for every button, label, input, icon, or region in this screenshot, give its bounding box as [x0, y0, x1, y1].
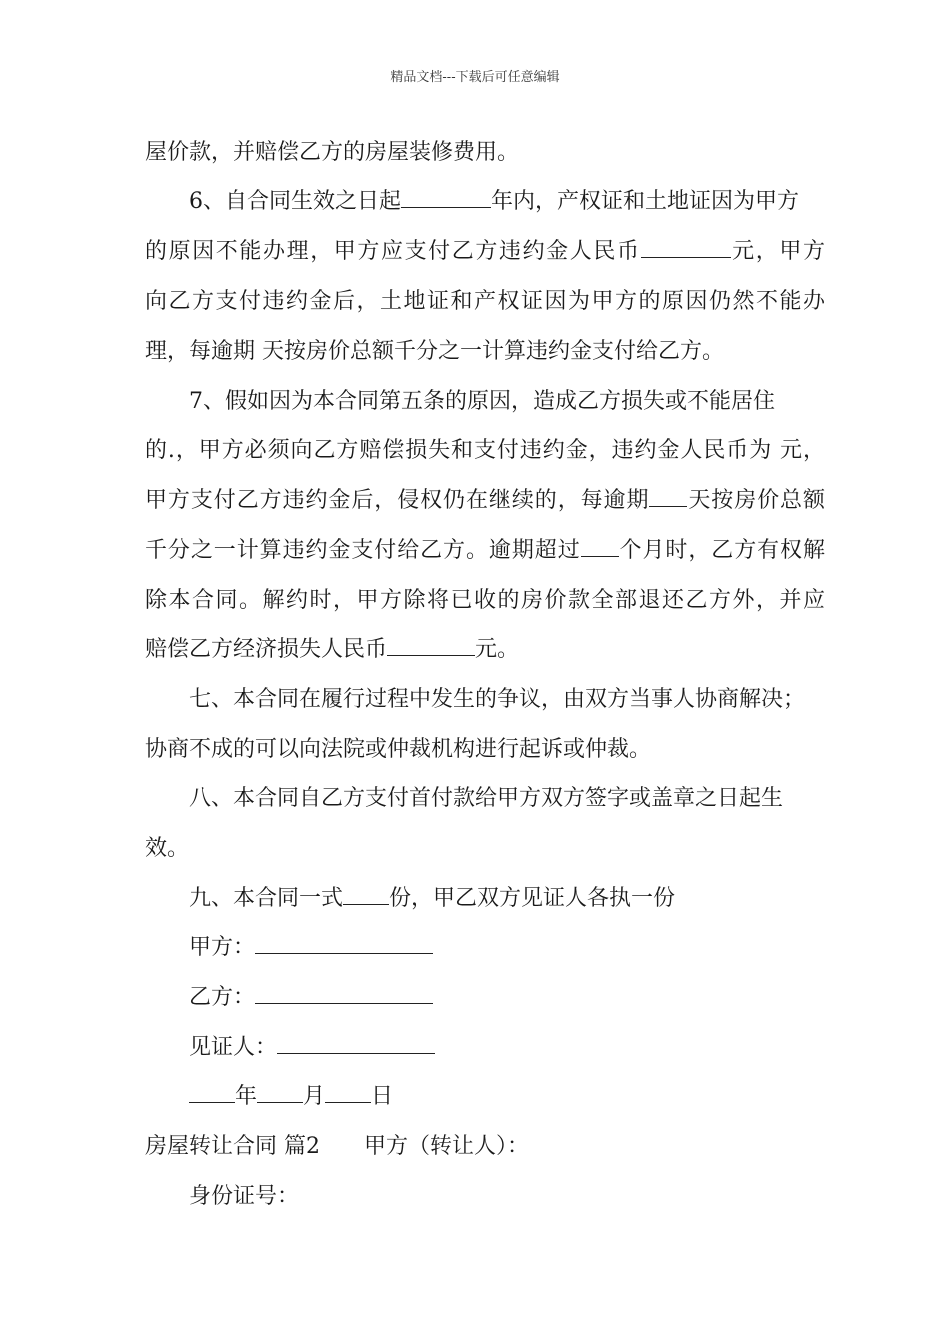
- clause-6-line-3: 向乙方支付违约金后，土地证和产权证因为甲方的原因仍然不能办: [145, 289, 825, 314]
- blank-day: [325, 1082, 371, 1103]
- blank-party-a: [255, 933, 433, 954]
- article-8-line-2: 效。: [145, 836, 190, 861]
- clause-6-line-4: 理，每逾期 天按房价总额千分之一计算违约金支付给乙方。: [145, 339, 724, 364]
- text-segment: 份，甲乙双方见证人各执一份: [389, 886, 676, 911]
- article-7-line-2: 协商不成的可以向法院或仲裁机构进行起诉或仲裁。: [145, 737, 652, 762]
- article-9-line: [189, 884, 675, 914]
- clause-7-line-4: [145, 536, 825, 566]
- blank-penalty-amount: [641, 237, 731, 258]
- text-segment: 年内，产权证和土地证因为甲方: [491, 189, 800, 214]
- article-7-line-1: 七、本合同在履行过程中发生的争议，由双方当事人协商解决；: [189, 687, 806, 712]
- clause-7-line-5: 除本合同。解约时，甲方除将已收的房价款全部退还乙方外，并应: [145, 588, 825, 613]
- blank-copies: [343, 884, 389, 905]
- blank-witness: [277, 1033, 435, 1054]
- text-segment: 九、本合同一式: [189, 886, 344, 911]
- label: 乙方：: [189, 985, 256, 1010]
- blank-month: [257, 1082, 303, 1103]
- text-segment: 赔偿乙方经济损失人民币: [145, 637, 388, 662]
- clause-7-line-3: [145, 486, 825, 516]
- contract-2-heading: 房屋转让合同 篇2 甲方（转让人）：: [145, 1134, 529, 1159]
- article-8-line-1: 八、本合同自乙方支付首付款给甲方双方签字或盖章之日起生: [189, 786, 784, 811]
- text-segment: 元，甲方: [730, 239, 825, 264]
- date-line: [189, 1082, 393, 1112]
- text-segment: 千分之一计算违约金支付给乙方。逾期超过: [145, 538, 581, 563]
- label: 甲方：: [189, 935, 256, 960]
- text-segment: 元。: [475, 637, 520, 662]
- text-segment: 甲方支付乙方违约金后，侵权仍在继续的，每逾期: [145, 488, 650, 513]
- day-label: 日: [371, 1084, 394, 1109]
- clause-7-line-2: 的.，甲方必须向乙方赔偿损失和支付违约金，违约金人民币为 元，: [145, 438, 825, 463]
- blank-years: [401, 187, 491, 208]
- clause-6-line-2: [145, 237, 825, 267]
- text-segment: 个月时，乙方有权解: [618, 538, 825, 563]
- id-number-label: 身份证号：: [189, 1184, 300, 1209]
- blank-year: [189, 1082, 235, 1103]
- clause-7-line-6: [145, 635, 519, 665]
- page-header: 精品文档---下载后可任意编辑: [390, 70, 560, 85]
- label: 见证人：: [189, 1035, 278, 1060]
- signature-party-a: [189, 933, 433, 963]
- blank-loss-amount: [387, 635, 475, 656]
- signature-witness: [189, 1033, 435, 1063]
- text-segment: 的原因不能办理，甲方应支付乙方违约金人民币: [145, 239, 641, 264]
- text-segment: 天按房价总额: [687, 488, 825, 513]
- text-segment: 6、自合同生效之日起: [189, 189, 401, 214]
- year-label: 年: [235, 1084, 258, 1109]
- month-label: 月: [303, 1084, 326, 1109]
- clause-7-line-1: 7、假如因为本合同第五条的原因，造成乙方损失或不能居住: [189, 389, 775, 414]
- blank-months: [581, 536, 619, 557]
- paragraph-line: 屋价款，并赔偿乙方的房屋装修费用。: [145, 140, 520, 165]
- blank-days: [649, 486, 687, 507]
- signature-party-b: [189, 983, 433, 1013]
- blank-party-b: [255, 983, 433, 1004]
- clause-6-line-1: [189, 187, 799, 217]
